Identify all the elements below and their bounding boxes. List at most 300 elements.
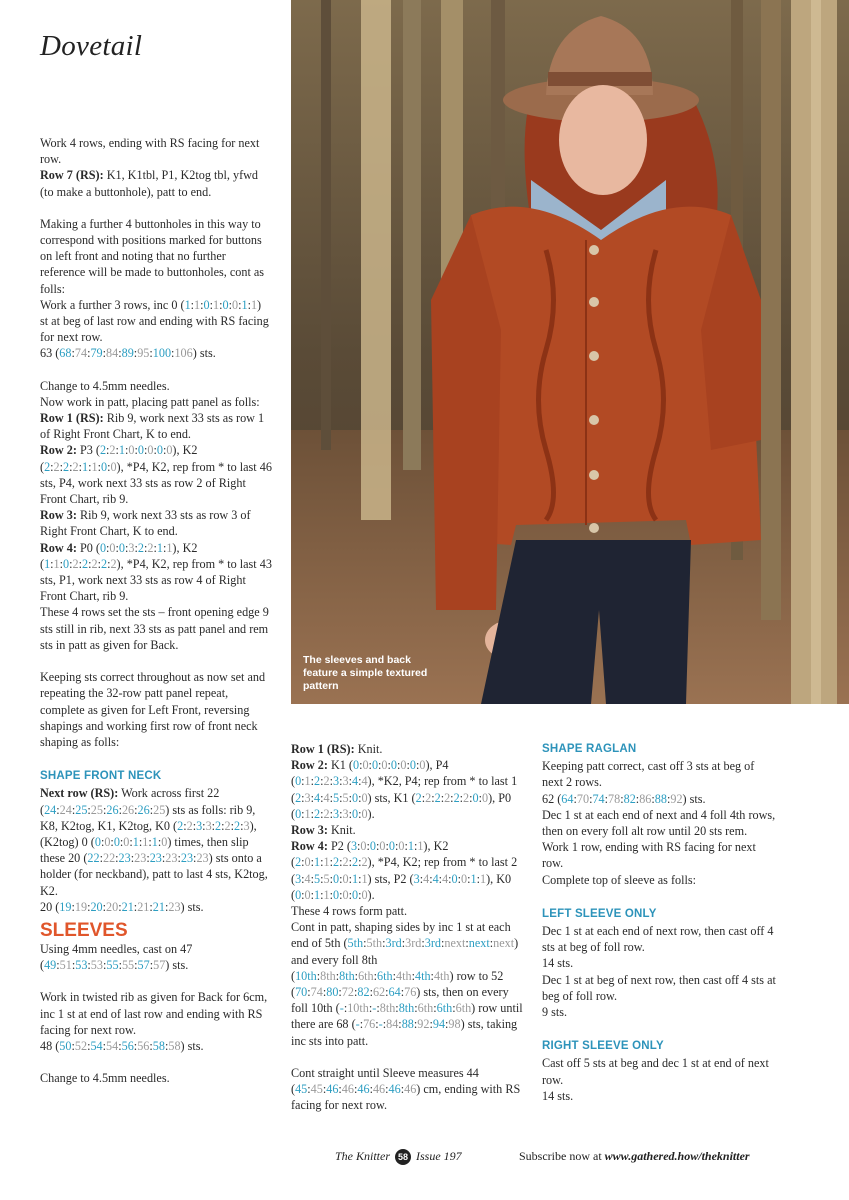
size-value: 94 xyxy=(432,1017,446,1032)
footer-magazine xyxy=(335,1149,462,1165)
size-value: 23 xyxy=(165,851,178,866)
page-number: 58 xyxy=(395,1149,411,1165)
size-value: 0 xyxy=(361,887,368,902)
size-value: 74 xyxy=(592,791,605,806)
size-value: 0 xyxy=(222,297,229,312)
size-value: 0 xyxy=(342,871,349,886)
size-value: 0 xyxy=(295,887,302,902)
size-value: 4 xyxy=(432,871,439,886)
size-sequence: 2:3:4:4:5:5:0:0 xyxy=(295,790,368,805)
size-value: 2 xyxy=(425,790,432,805)
size-value: 1 xyxy=(184,297,191,312)
size-value: 0 xyxy=(100,459,108,474)
size-value: 79 xyxy=(90,346,103,361)
size-sequence: 0:1:2:2:3:3:4:4 xyxy=(295,774,368,789)
column-2 xyxy=(291,741,526,1129)
size-value: 2 xyxy=(109,443,116,458)
size-value: 1 xyxy=(194,297,201,312)
size-value: 0 xyxy=(156,443,163,458)
size-value: - xyxy=(378,1017,383,1032)
size-sequence: 2:2:2:2:2:2:0:0 xyxy=(415,790,489,805)
size-value: 4th xyxy=(396,968,412,983)
size-value: 95 xyxy=(137,346,150,361)
size-value: 84 xyxy=(386,1017,399,1032)
size-value: 0 xyxy=(482,790,489,805)
size-sequence: 0:0:1:1:0:0:0:0 xyxy=(295,887,368,902)
size-value: 0 xyxy=(137,443,144,458)
paragraph: Dec 1 st at each end of next and 4 foll 4th rows, then on every foll alt row until 20 sts rem. xyxy=(542,807,776,839)
size-value: 10th xyxy=(295,968,317,983)
size-value: 1 xyxy=(480,871,487,886)
size-value: 0 xyxy=(166,443,173,458)
paragraph: Change to 4.5mm needles. xyxy=(40,378,170,393)
size-value: 4 xyxy=(304,871,311,886)
size-value: 2 xyxy=(99,443,107,458)
size-value: 74 xyxy=(310,985,323,1000)
size-value: 2 xyxy=(177,818,184,833)
size-value: 24 xyxy=(59,802,72,817)
size-value: 45 xyxy=(310,1082,323,1097)
size-value: 2 xyxy=(82,556,89,571)
magazine-name: The Knitter xyxy=(335,1149,391,1163)
size-value: 1 xyxy=(323,887,330,902)
size-value: 2 xyxy=(415,790,422,805)
size-value: 8th xyxy=(320,968,336,983)
size-value: 25 xyxy=(90,802,103,817)
size-value: 52 xyxy=(74,1038,88,1053)
size-paragraph: Work a further 3 rows, inc 0 (1:1:0:1:0:0:1:1) st at beg of last row and ending with RS facing for next row. xyxy=(40,297,269,345)
size-value: 49 xyxy=(44,958,57,973)
size-value: 3 xyxy=(205,818,212,833)
size-value: 2 xyxy=(186,818,193,833)
size-value: 0 xyxy=(203,297,210,312)
paragraph: Dec 1 st at each end of next row, then cast off 4 sts at beg of foll row. xyxy=(542,924,774,955)
size-value: 0 xyxy=(360,839,367,854)
size-sequence: 1:1:0:2:2:2:2:2 xyxy=(44,556,117,571)
size-value: 24 xyxy=(44,802,57,817)
size-value: 2 xyxy=(100,556,108,571)
size-sequence: 10th:8th:8th:6th:6th:4th:4th:4th xyxy=(295,968,450,983)
size-value: 4th xyxy=(414,968,431,983)
paragraph: These 4 rows set the sts – front opening edge 9 sts still in rib, next 33 sts as patt panel and rem sts in patt as given for Back. xyxy=(40,605,269,652)
size-value: 2 xyxy=(72,556,79,571)
size-value: 74 xyxy=(74,346,88,361)
size-paragraph: Using 4mm needles, cast on 47 (49:51:53:53:55:55:57:57) sts. xyxy=(40,941,193,973)
size-value: 0 xyxy=(461,871,468,886)
size-value: 2 xyxy=(314,806,321,821)
size-value: 2 xyxy=(215,818,222,833)
size-sequence: 0:0:0:0:1:1:1:0 xyxy=(94,834,168,849)
size-value: 6th xyxy=(436,1001,453,1016)
size-value: 1 xyxy=(470,871,477,886)
size-value: 2 xyxy=(323,774,330,789)
size-value: 89 xyxy=(121,346,134,361)
size-value: 72 xyxy=(341,985,354,1000)
paragraph: 9 sts. xyxy=(542,1005,568,1020)
size-value: 0 xyxy=(63,556,70,571)
size-value: 1 xyxy=(118,443,125,458)
size-sequence: 0:1:2:2:3:3:0:0 xyxy=(295,806,368,821)
paragraph: Keeping patt correct, cast off 3 sts at beg of next 2 rows. xyxy=(542,759,755,790)
heading-shape-raglan: SHAPE RAGLAN xyxy=(542,743,637,755)
size-value: 54 xyxy=(106,1038,119,1053)
size-value: 4 xyxy=(323,790,330,805)
size-value: 0 xyxy=(419,758,426,773)
size-value: 46 xyxy=(326,1082,339,1097)
size-value: 0 xyxy=(400,758,407,773)
row-2-instruction: Row 2: K1 (0:0:0:0:0:0:0:0), P4 (0:1:2:2:3:3:4:4), *K2, P4; rep from * to last 1 (2:3:4:4:5:5:0:0) sts, K1 (2:2:2:2:2:2:0:0), P0 (0:1:2:2:3:3:0:0). xyxy=(291,758,518,821)
size-value: 0 xyxy=(351,790,359,805)
model-photo xyxy=(291,0,849,704)
size-value: 1 xyxy=(132,834,139,849)
size-value: 0 xyxy=(390,758,397,773)
size-value: 4th xyxy=(433,968,450,983)
paragraph: Cast off 5 sts at beg and dec 1 st at end of next row. xyxy=(542,1056,769,1087)
paragraph: Making a further 4 buttonholes in this way to correspond with positions marked for buttons on left front and noting that no further reference will be made to buttonholes, cont as folls: xyxy=(40,216,265,296)
size-value: 23 xyxy=(168,899,181,914)
size-value: 2 xyxy=(453,790,460,805)
paragraph: Change to 4.5mm needles. xyxy=(40,1071,170,1086)
size-sequence: 19:19:20:20:21:21:21:23 xyxy=(59,899,181,914)
size-value: 1 xyxy=(314,887,321,902)
size-value: 46 xyxy=(372,1082,386,1097)
row-1-instruction: Row 1 (RS): Knit. xyxy=(291,742,383,756)
size-value: 0 xyxy=(351,806,359,821)
size-value: 0 xyxy=(381,758,388,773)
paragraph: Complete top of sleeve as folls: xyxy=(542,872,697,887)
size-value: 1 xyxy=(250,297,258,312)
size-value: 0 xyxy=(333,871,340,886)
size-value: 1 xyxy=(304,774,311,789)
size-sequence: 2:2:2:2:1:1:0:0 xyxy=(44,459,117,474)
size-sequence: 3:4:5:5:0:0:1:1 xyxy=(295,871,368,886)
size-value: 2 xyxy=(137,540,144,555)
size-value: 62 xyxy=(372,985,386,1000)
size-value: 0 xyxy=(361,790,368,805)
size-value: 3 xyxy=(304,790,311,805)
size-value: 25 xyxy=(75,802,88,817)
size-value: 3 xyxy=(413,871,420,886)
size-value: 8th xyxy=(398,1001,415,1016)
size-value: - xyxy=(372,1001,377,1016)
size-value: 0 xyxy=(371,758,379,773)
paragraph: 14 sts. xyxy=(542,956,574,971)
paragraph: Work in twisted rib as given for Back for 6cm, inc 1 st at end of last row and ending with RS facing for next row. xyxy=(40,990,268,1037)
row-1-instruction: Row 1 (RS): Rib 9, work next 33 sts as row 1 of Right Front Chart, K to end. xyxy=(40,411,265,442)
size-sequence: 3:4:4:4:0:0:1:1 xyxy=(413,871,487,886)
model-illustration xyxy=(291,0,849,704)
size-value: 5th xyxy=(347,936,364,951)
size-value: 3 xyxy=(243,818,250,833)
size-value: 3 xyxy=(196,818,203,833)
size-value: 2 xyxy=(434,790,441,805)
size-value: 1 xyxy=(351,871,359,886)
size-value: 1 xyxy=(241,297,248,312)
size-value: 0 xyxy=(451,871,458,886)
size-value: 64 xyxy=(561,791,574,806)
size-value: 1 xyxy=(213,297,220,312)
size-value: 3 xyxy=(342,806,349,821)
size-value: 2 xyxy=(295,790,302,805)
paragraph: Dec 1 st at beg of next row, then cast off 4 sts at beg of foll row. xyxy=(542,972,776,1003)
size-value: 25 xyxy=(153,802,166,817)
size-value: 68 xyxy=(59,346,72,361)
size-value: 0 xyxy=(333,887,340,902)
size-paragraph: 20 (19:19:20:20:21:21:21:23) sts. xyxy=(40,899,204,914)
size-value: 0 xyxy=(362,758,369,773)
size-value: 2 xyxy=(342,855,349,870)
size-value: 98 xyxy=(448,1017,461,1032)
size-value: 1 xyxy=(44,556,51,571)
size-value: 46 xyxy=(404,1082,417,1097)
size-value: 21 xyxy=(137,899,150,914)
size-sequence: 64:70:74:78:82:86:88:92 xyxy=(561,791,683,806)
size-value: 22 xyxy=(87,851,100,866)
size-value: 6th xyxy=(455,1001,472,1016)
size-sequence: 2:2:1:0:0:0:0:0 xyxy=(99,443,173,458)
size-value: 0 xyxy=(295,774,302,789)
size-value: 23 xyxy=(196,851,209,866)
size-value: 2 xyxy=(295,855,302,870)
size-value: 50 xyxy=(59,1038,72,1053)
size-value: 0 xyxy=(342,887,349,902)
size-value: 2 xyxy=(53,459,60,474)
size-value: 2 xyxy=(351,855,359,870)
size-value: 0 xyxy=(147,443,154,458)
size-value: 0 xyxy=(352,758,360,773)
size-sequence: 0:0:0:3:2:2:1:1 xyxy=(99,540,173,555)
size-value: 2 xyxy=(361,855,368,870)
size-value: - xyxy=(355,1017,360,1032)
column-3 xyxy=(542,741,778,1104)
size-value: 2 xyxy=(314,774,321,789)
size-value: 5th xyxy=(366,936,383,951)
size-value: 8th xyxy=(379,1001,396,1016)
size-value: 6th xyxy=(377,968,393,983)
size-value: 1 xyxy=(151,834,158,849)
size-value: 0 xyxy=(379,839,386,854)
size-value: 0 xyxy=(123,834,130,849)
row-3-instruction: Row 3: Rib 9, work next 33 sts as row 3 of Right Front Chart, K to end. xyxy=(40,508,251,539)
next-row-instruction: Next row (RS): Work across first 22 (24:24:25:25:26:26:26:25) sts as folls: rib 9, K8, K2tog, K1, K2tog, K0 (2:2:3:3:2:2:2:3), (K2tog) 0 (0:0:0:0:1:1:1:0) times, then slip these 20 (22:22:23:23:23:23:23:23) sts onto a holder (for neckband), patt to last 4 sts, K2tog, K2. xyxy=(40,786,268,898)
size-value: 0 xyxy=(361,806,368,821)
size-value: 0 xyxy=(109,540,116,555)
size-value: 100 xyxy=(152,346,172,361)
size-paragraph: Cont in patt, shaping sides by inc 1 st at each end of 5th (5th:5th:3rd:3rd:3rd:next:next:next) and every foll 8th (10th:8th:8th:6th:6th:4th:4th:4th) row to 52 (70:74:80:72:82:62:64:76) sts, then on every foll 10th (-:10th:-:8th:8th:6th:6th:6th) row until there are 68 (-:76:-:84:88:92:94:98) sts, taking inc sts into patt. xyxy=(291,920,523,1048)
size-value: 51 xyxy=(59,958,72,973)
size-value: 92 xyxy=(417,1017,430,1032)
size-value: 3 xyxy=(333,774,340,789)
size-value: 1 xyxy=(166,540,173,555)
size-sequence: 22:22:23:23:23:23:23:23 xyxy=(87,851,209,866)
size-value: 22 xyxy=(102,851,116,866)
size-value: 84 xyxy=(106,346,119,361)
size-value: 0 xyxy=(110,459,117,474)
size-value: 2 xyxy=(44,459,51,474)
size-sequence: 70:74:80:72:82:62:64:76 xyxy=(295,985,417,1000)
size-value: next xyxy=(493,936,515,951)
size-value: 0 xyxy=(231,297,239,312)
size-value: 3 xyxy=(128,540,135,555)
size-value: 0 xyxy=(304,887,311,902)
size-value: 86 xyxy=(639,791,652,806)
size-value: 4 xyxy=(442,871,449,886)
size-value: 1 xyxy=(82,459,89,474)
heading-sleeves: SLEEVES xyxy=(40,919,128,941)
size-value: 0 xyxy=(161,834,168,849)
size-value: 92 xyxy=(670,791,683,806)
size-value: 88 xyxy=(654,791,667,806)
row-text: K1, K1tbl, P1, K2tog tbl, yfwd (to make a buttonhole), patt to end. xyxy=(40,168,259,199)
size-value: 1 xyxy=(156,540,163,555)
size-value: 5 xyxy=(333,790,340,805)
size-value: 4 xyxy=(314,790,321,805)
size-sequence: 2:2:3:3:2:2:2:3 xyxy=(177,818,250,833)
size-value: 20 xyxy=(90,899,103,914)
row-4-instruction: Row 4: P2 (3:0:0:0:0:0:1:1), K2 (2:0:1:1:2:2:2:2), *P4, K2; rep from * to last 2 (3:4:5:5:0:0:1:1) sts, P2 (3:4:4:4:0:0:1:1), K0 (0:0:1:1:0:0:0:0). xyxy=(291,839,518,902)
size-value: 46 xyxy=(388,1082,401,1097)
size-value: 19 xyxy=(59,899,72,914)
paragraph: These 4 rows form patt. xyxy=(291,904,408,919)
size-value: 5 xyxy=(323,871,330,886)
size-value: 58 xyxy=(168,1038,181,1053)
size-value: next xyxy=(444,936,466,951)
size-value: 53 xyxy=(90,958,103,973)
size-value: 5 xyxy=(342,790,349,805)
size-value: 0 xyxy=(409,758,416,773)
size-value: 45 xyxy=(295,1082,308,1097)
size-value: 46 xyxy=(357,1082,370,1097)
size-value: 4 xyxy=(423,871,430,886)
size-value: 0 xyxy=(388,839,395,854)
size-value: 2 xyxy=(234,818,241,833)
heading-left-sleeve: LEFT SLEEVE ONLY xyxy=(542,907,657,920)
size-value: 80 xyxy=(326,985,339,1000)
size-value: 106 xyxy=(174,346,193,361)
size-value: 0 xyxy=(94,834,101,849)
row-4-instruction: Row 4: P0 (0:0:0:3:2:2:1:1), K2 (1:1:0:2:2:2:2:2), *P4, K2, rep from * to last 43 sts, P1, work next 33 sts as row 4 of Right Front Chart, rib 9. xyxy=(40,540,272,604)
size-value: 8th xyxy=(339,968,355,983)
size-value: 2 xyxy=(63,459,70,474)
size-value: 0 xyxy=(369,839,376,854)
size-value: 0 xyxy=(99,540,107,555)
size-paragraph: 63 (68:74:79:84:89:95:100:106) sts. xyxy=(40,346,216,361)
row-7-instruction xyxy=(40,167,272,199)
size-value: 0 xyxy=(104,834,111,849)
size-value: 1 xyxy=(361,871,368,886)
size-value: 88 xyxy=(401,1017,414,1032)
paragraph: Work 1 row, ending with RS facing for next row. xyxy=(542,840,756,871)
size-value: 26 xyxy=(106,802,119,817)
size-value: 2 xyxy=(323,806,330,821)
size-value: 55 xyxy=(121,958,135,973)
column-1 xyxy=(40,135,272,1102)
size-sequence: 24:24:25:25:26:26:26:25 xyxy=(44,802,166,817)
size-value: 26 xyxy=(137,802,150,817)
size-value: next xyxy=(468,936,490,951)
size-sequence: 68:74:79:84:89:95:100:106 xyxy=(59,346,193,361)
size-sequence: 3:0:0:0:0:0:1:1 xyxy=(350,839,424,854)
subscribe-text: Subscribe now at xyxy=(519,1149,602,1163)
size-value: 19 xyxy=(74,899,88,914)
paragraph: 14 sts. xyxy=(542,1088,574,1103)
size-value: 56 xyxy=(121,1038,134,1053)
size-value: 82 xyxy=(623,791,636,806)
size-value: 70 xyxy=(295,985,308,1000)
size-value: 2 xyxy=(224,818,231,833)
size-sequence: 2:0:1:1:2:2:2:2 xyxy=(295,855,368,870)
size-value: 1 xyxy=(323,855,330,870)
size-value: 1 xyxy=(407,839,414,854)
size-paragraph: 62 (64:70:74:78:82:86:88:92) sts. xyxy=(542,791,706,806)
size-value: 6th xyxy=(358,968,374,983)
size-sequence: 50:52:54:54:56:56:58:58 xyxy=(59,1038,181,1053)
paragraph: Work 4 rows, ending with RS facing for next row. xyxy=(40,136,260,167)
size-value: 76 xyxy=(363,1017,376,1032)
size-value: 10th xyxy=(347,1001,369,1016)
size-value: 23 xyxy=(134,851,147,866)
page-title: Dovetail xyxy=(40,30,143,62)
size-value: 0 xyxy=(304,855,311,870)
size-value: 3 xyxy=(333,806,340,821)
size-value: 5 xyxy=(314,871,321,886)
size-sequence: 45:45:46:46:46:46:46:46 xyxy=(295,1082,417,1097)
size-value: 2 xyxy=(444,790,451,805)
size-value: 55 xyxy=(106,958,119,973)
size-value: 21 xyxy=(121,899,134,914)
size-value: 46 xyxy=(341,1082,354,1097)
size-sequence: -:76:-:84:88:92:94:98 xyxy=(355,1017,461,1032)
size-value: 0 xyxy=(128,443,135,458)
size-value: 2 xyxy=(147,540,154,555)
issue-number: Issue 197 xyxy=(416,1149,462,1163)
size-value: 4 xyxy=(351,774,359,789)
size-value: 3 xyxy=(295,871,302,886)
heading-shape-front-neck: SHAPE FRONT NECK xyxy=(40,770,162,783)
size-value: 3rd xyxy=(385,936,402,951)
size-paragraph: 48 (50:52:54:54:56:56:58:58) sts. xyxy=(40,1038,204,1053)
subscribe-url[interactable]: www.gathered.how/theknitter xyxy=(604,1149,750,1163)
footer-subscribe xyxy=(519,1149,750,1164)
size-value: 2 xyxy=(110,556,117,571)
row-3-instruction: Row 3: Knit. xyxy=(291,823,356,838)
size-value: 4 xyxy=(361,774,368,789)
size-value: 26 xyxy=(121,802,135,817)
size-value: 20 xyxy=(106,899,119,914)
size-value: 0 xyxy=(295,806,302,821)
size-value: 54 xyxy=(90,1038,103,1053)
size-value: 64 xyxy=(388,985,401,1000)
row-label: Row 7 (RS): xyxy=(40,168,104,183)
size-value: 2 xyxy=(463,790,470,805)
size-sequence: -:10th:-:8th:8th:6th:6th:6th xyxy=(339,1001,472,1016)
size-value: 53 xyxy=(75,958,88,973)
size-paragraph: Cont straight until Sleeve measures 44 (45:45:46:46:46:46:46:46) cm, ending with RS facing for next row. xyxy=(291,1065,521,1113)
size-value: 3 xyxy=(342,774,349,789)
size-value: 56 xyxy=(137,1038,150,1053)
paragraph: Now work in patt, placing patt panel as folls: xyxy=(40,394,260,409)
size-value: 0 xyxy=(113,834,120,849)
size-value: 1 xyxy=(142,834,149,849)
size-value: 0 xyxy=(398,839,405,854)
size-value: 1 xyxy=(417,839,424,854)
size-value: 2 xyxy=(72,459,79,474)
size-value: 82 xyxy=(357,985,370,1000)
size-value: 3 xyxy=(350,839,358,854)
size-value: 78 xyxy=(608,791,621,806)
size-value: 0 xyxy=(472,790,479,805)
size-sequence: 1:1:0:1:0:0:1:1 xyxy=(184,297,258,312)
